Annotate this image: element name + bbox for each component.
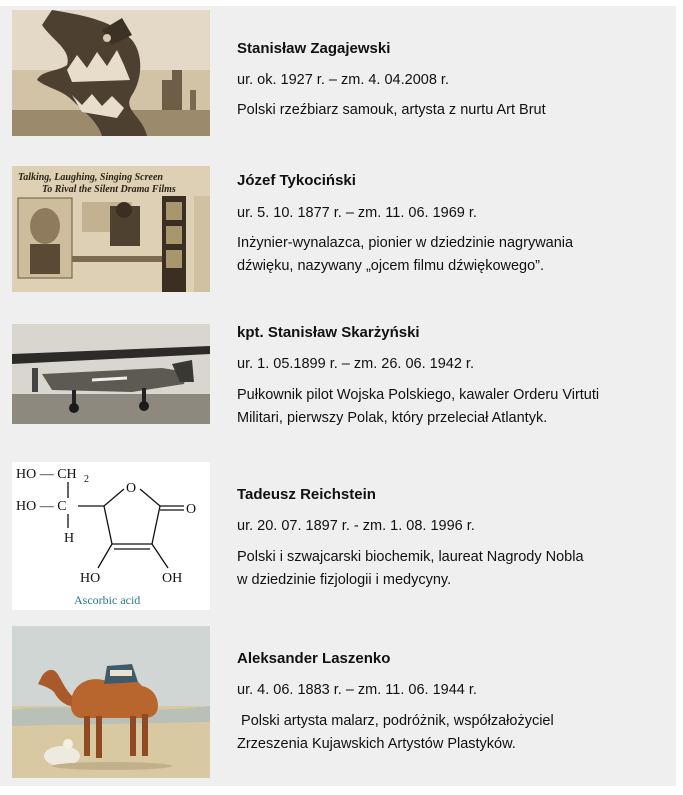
label-keto-oxygen: O (186, 502, 197, 517)
description-line: Polski rzeźbiarz samouk, artysta z nurtu Art Brut (237, 102, 546, 118)
description-line: Militari, pierwszy Polak, który przeleciał Atlantyk. (237, 410, 548, 426)
ascorbic-acid-structure (12, 462, 210, 610)
newspaper-clipping (12, 166, 210, 292)
description-line: Zrzeszenia Kujawskich Artystów Plastyków. (237, 736, 516, 752)
person-name: kpt. Stanisław Skarżyński (237, 324, 420, 341)
person-name: Tadeusz Reichstein (237, 486, 376, 503)
airplane-photo (12, 324, 210, 424)
person-name: Aleksander Laszenko (237, 650, 391, 667)
life-dates: ur. 1. 05.1899 r. – zm. 26. 06. 1942 r. (237, 356, 474, 372)
label-hydroxyl-right: OH (162, 571, 183, 586)
label-h: H (64, 531, 75, 546)
description-line: w dziedzinie fizjologii i medycyny. (237, 572, 452, 588)
label-ho-c: HO — C (16, 499, 67, 514)
description-line: Inżynier-wynalazca, pionier w dziedzinie nagrywania (237, 235, 574, 251)
life-dates: ur. 5. 10. 1877 r. – zm. 11. 06. 1969 r. (237, 205, 477, 221)
description-line: dźwięku, nazywany „ojcem filmu dźwiękowego”. (237, 258, 545, 274)
person-name: Józef Tykociński (237, 172, 356, 189)
life-dates: ur. 20. 07. 1897 r. - zm. 1. 08. 1996 r. (237, 518, 475, 534)
label-ring-oxygen: O (126, 481, 137, 496)
structure-caption: Ascorbic acid (74, 593, 141, 607)
description-line: Polski i szwajcarski biochemik, laureat Nagrody Nobla (237, 549, 584, 565)
label-hydroxyl-left: HO (80, 571, 101, 586)
clipping-headline-1: Talking, Laughing, Singing Screen (18, 172, 163, 183)
camel-painting (12, 626, 210, 778)
description-line: Pułkownik pilot Wojska Polskiego, kawaler Orderu Virtuti (237, 387, 600, 403)
sculpture-photo (12, 10, 210, 136)
label-ho-ch2: HO — CH (16, 467, 77, 482)
life-dates: ur. ok. 1927 r. – zm. 4. 04.2008 r. (237, 72, 449, 88)
person-name: Stanisław Zagajewski (237, 40, 391, 57)
description-line: Polski artysta malarz, podróżnik, współzałożyciel (237, 713, 554, 729)
content-panel (0, 6, 676, 786)
label-subscript-2: 2 (84, 474, 89, 485)
life-dates: ur. 4. 06. 1883 r. – zm. 11. 06. 1944 r. (237, 682, 477, 698)
clipping-headline-2: To Rival the Silent Drama Films (42, 184, 176, 195)
